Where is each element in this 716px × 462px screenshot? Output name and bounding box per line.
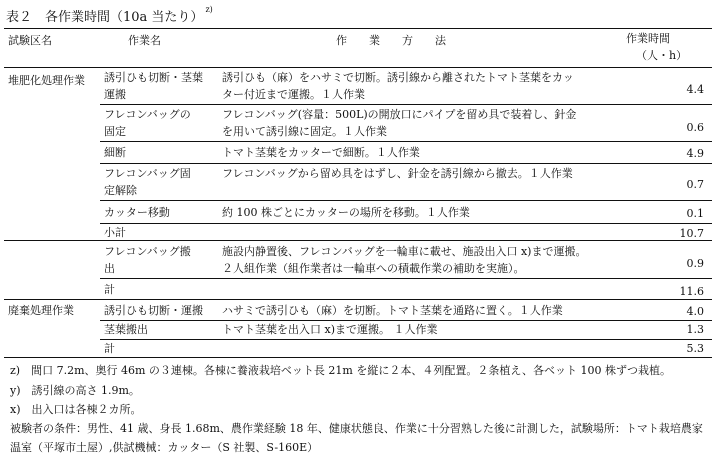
task-label: 出 bbox=[104, 262, 115, 275]
row-rule bbox=[100, 278, 712, 279]
footnote: 被験者の条件：男性、41 歳、身長 1.68m、農作業経験 18 年、健康状態良、作業に十分習熟した後に計測した，試験場所：トマト栽培農家 bbox=[10, 422, 703, 435]
header-time: 作業時間 bbox=[626, 32, 670, 45]
time-value: 0.1 bbox=[686, 207, 704, 220]
section2-name: 廃棄処理作業 bbox=[8, 304, 74, 317]
footnote: 温室（平塚市土屋）,供試機械：カッター（S 社製、S-160E） bbox=[10, 441, 319, 454]
total-label: 計 bbox=[104, 283, 115, 296]
method-text: を用いて誘引線に固定。１人作業 bbox=[222, 125, 387, 138]
time-value: 4.4 bbox=[686, 83, 704, 96]
title-note-mark: z) bbox=[205, 4, 213, 14]
task-label: 運搬 bbox=[104, 88, 126, 101]
table-title: 表２ 各作業時間（10a 当たり）$^{z)}$ bbox=[6, 4, 213, 25]
top-rule bbox=[4, 28, 712, 29]
section-rule bbox=[4, 299, 712, 300]
task-label: 誘引ひも切断・茎葉 bbox=[104, 71, 203, 84]
method-text: 誘引ひも（麻）をハサミで切断。誘引線から離されたトマト茎葉をカッ bbox=[222, 71, 574, 84]
method-text: フレコンバッグ(容量：500L)の開放口にパイプを留め具で装着し、針金 bbox=[222, 108, 577, 121]
header-rule bbox=[4, 67, 712, 68]
header-task: 作業名 bbox=[128, 34, 161, 47]
method-text: フレコンバッグから留め具をはずし、針金を誘引線から撤去。１人作業 bbox=[222, 167, 573, 180]
task-label: 誘引ひも切断・運搬 bbox=[104, 304, 203, 317]
method-text: 施設内静置後、フレコンバッグを一輪車に載せ、施設出入口 x)まで運搬。 bbox=[222, 245, 587, 258]
time-value: 1.3 bbox=[686, 323, 704, 336]
time-value: 4.0 bbox=[686, 305, 704, 318]
method-text: トマト茎葉をカッターで細断。１人作業 bbox=[222, 146, 420, 159]
row-rule bbox=[100, 104, 712, 105]
footnote: y) 誘引線の高さ 1.9m。 bbox=[10, 384, 140, 397]
task-label: 定解除 bbox=[104, 184, 137, 197]
row-rule bbox=[100, 163, 712, 164]
row-rule bbox=[100, 339, 712, 340]
bottom-rule bbox=[4, 357, 712, 358]
task-label: 固定 bbox=[104, 125, 126, 138]
method-text: ２人組作業（組作業者は一輪車への積載作業の補助を実施）。 bbox=[222, 262, 525, 275]
total-value: 5.3 bbox=[686, 342, 704, 355]
footnote: x) 出入口は各棟２カ所。 bbox=[10, 403, 142, 416]
footnote: z) 間口 7.2m、奥行 46m の３連棟。各棟に養液栽培ベット長 21m を縦に２本、４列配置。２条植え、各ベット 100 株ずつ栽植。 bbox=[10, 364, 671, 377]
total-label: 計 bbox=[104, 342, 115, 355]
method-text: 約 100 株ごとにカッターの場所を移動。１人作業 bbox=[222, 206, 470, 219]
header-area: 試験区名 bbox=[8, 34, 52, 47]
task-label: 細断 bbox=[104, 146, 126, 159]
header-unit: （人・h） bbox=[636, 49, 688, 62]
time-value: 0.6 bbox=[686, 121, 704, 134]
section1-name: 堆肥化処理作業 bbox=[8, 74, 85, 87]
time-value: 0.9 bbox=[686, 257, 704, 270]
task-label: フレコンバッグ固 bbox=[104, 167, 191, 180]
time-value: 4.9 bbox=[686, 147, 704, 160]
subtotal-label: 小計 bbox=[104, 226, 126, 239]
header-method: 作 業 方 法 bbox=[336, 34, 446, 47]
task-label: フレコンバッグの bbox=[104, 108, 191, 121]
task-label: フレコンバッグ搬 bbox=[104, 245, 191, 258]
method-text: トマト茎葉を出入口 x)まで運搬。 １人作業 bbox=[222, 323, 438, 336]
row-rule bbox=[100, 223, 712, 224]
method-text: ター付近まで運搬。１人作業 bbox=[222, 88, 365, 101]
subtotal-value: 10.7 bbox=[679, 227, 704, 240]
row-rule bbox=[100, 141, 712, 142]
task-label: 茎葉搬出 bbox=[104, 323, 148, 336]
task-label: カッター移動 bbox=[104, 206, 170, 219]
method-text: ハサミで誘引ひも（麻）を切断。トマト茎葉を通路に置く。１人作業 bbox=[222, 304, 563, 317]
row-rule bbox=[100, 200, 712, 201]
total-value: 11.6 bbox=[679, 285, 704, 298]
time-value: 0.7 bbox=[686, 178, 704, 191]
